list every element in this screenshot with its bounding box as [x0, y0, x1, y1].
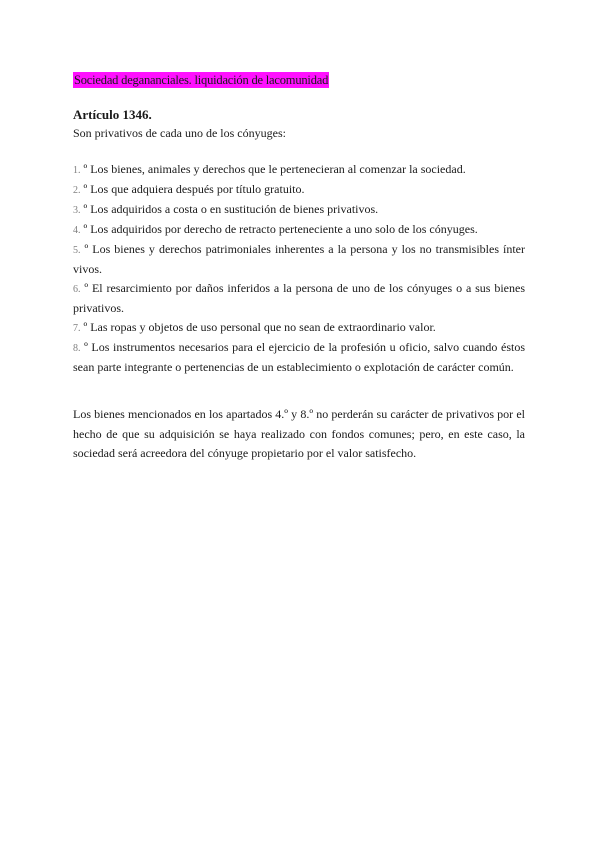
item-text: º Los instrumentos necesarios para el ejercicio de la profesión u oficio, salvo cuando éstos sean parte integrante o pertenencias de un establecimiento o explotación de carácter común. — [73, 340, 525, 374]
item-text: º Los adquiridos a costa o en sustitución de bienes privativos. — [83, 202, 379, 216]
list-item — [73, 318, 525, 338]
item-list — [73, 160, 525, 377]
item-number: 7. — [73, 323, 81, 334]
list-item — [73, 200, 525, 220]
list-item — [73, 220, 525, 240]
list-item — [73, 279, 525, 318]
item-text: º Los bienes y derechos patrimoniales inherentes a la persona y los no transmisibles ínter vivos. — [73, 242, 525, 276]
item-number: 3. — [73, 205, 81, 216]
item-number: 2. — [73, 185, 81, 196]
item-number: 5. — [73, 245, 81, 256]
item-number: 8. — [73, 343, 81, 354]
list-item — [73, 180, 525, 200]
item-number: 1. — [73, 165, 81, 176]
item-text: º Los bienes, animales y derechos que le pertenecieran al comenzar la sociedad. — [83, 162, 466, 176]
list-item — [73, 338, 525, 377]
closing-paragraph: Los bienes mencionados en los apartados 4.º y 8.º no perderán su carácter de privativos por el hecho de que su adquisición se haya realizado con fondos comunes; pero, en este caso, la sociedad será acreedora del cónyuge propietario por el valor satisfecho. — [73, 407, 525, 460]
item-text: º Los adquiridos por derecho de retracto perteneciente a uno solo de los cónyuges. — [83, 222, 478, 236]
article-title: Artículo 1346. — [73, 107, 152, 122]
item-text: º Los que adquiera después por título gratuito. — [83, 182, 305, 196]
item-number: 6. — [73, 284, 81, 295]
item-number: 4. — [73, 225, 81, 236]
list-item — [73, 160, 525, 180]
highlighted-heading: Sociedad degananciales. liquidación de lacomunidad — [74, 73, 329, 87]
intro-text: Son privativos de cada uno de los cónyuges: — [73, 126, 286, 140]
list-item — [73, 240, 525, 279]
item-text: º El resarcimiento por daños inferidos a la persona de uno de los cónyuges o a sus bienes privativos. — [73, 281, 525, 315]
item-text: º Las ropas y objetos de uso personal que no sean de extraordinario valor. — [83, 320, 436, 334]
